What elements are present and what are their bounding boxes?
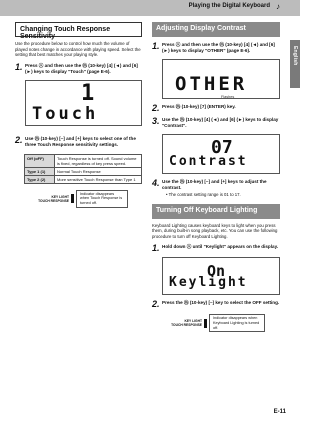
table-row xyxy=(25,167,142,175)
indicator-bar xyxy=(204,319,207,328)
indicator-label-touch: TOUCH RESPONSE xyxy=(171,323,202,328)
indicator-bar xyxy=(71,194,74,203)
lcd-value: On xyxy=(207,262,226,281)
table-row xyxy=(25,175,142,183)
step-number: 1. xyxy=(15,61,23,72)
lcd-caption: Flashes xyxy=(221,95,235,99)
option-desc: Normal Touch Response xyxy=(55,167,142,175)
touch-intro: Use the procedure below to control how much the volume of played notes change in accordance with playing speed. Select the setting that best matches your playing style. xyxy=(15,41,141,58)
contrast-step-4 xyxy=(152,179,280,191)
touch-response-section xyxy=(15,22,142,208)
step-text: Use ⓜ (10-key) [–] and [+] keys to select one of the three Touch Response sensitivity settings. xyxy=(25,135,136,147)
step-text: Use the ⓜ (10-key) [4] (◄) and [6] (►) keys to display "Contrast". xyxy=(162,117,279,128)
step-text: Press ⓜ (10-key) [7] (ENTER) key. xyxy=(162,104,236,109)
page-header xyxy=(0,0,300,16)
lcd-text: Keylight xyxy=(169,275,248,291)
side-tab-label: English xyxy=(292,46,298,66)
step-number: 2. xyxy=(152,299,160,310)
eighth-note-icon: ♪ xyxy=(276,2,280,11)
option-desc: Touch Response is turned off. Sound volume is fixed, regardless of key press speed. xyxy=(55,154,142,167)
lcd-value: 07 xyxy=(211,137,233,158)
lighting-indicator-diagram xyxy=(170,314,280,332)
contrast-step-1 xyxy=(152,42,280,54)
lighting-step-2 xyxy=(152,300,280,308)
option-key: Off (oFF) xyxy=(25,154,55,167)
indicator-labels xyxy=(37,195,69,203)
lighting-intro: Keyboard Lighting causes keyboard keys to light when you press them, during built-in song playback, etc. You can use the following procedure to turn off Keyboard Lighting. xyxy=(152,222,278,239)
lighting-heading: Turning Off Keyboard Lighting xyxy=(152,204,280,219)
lcd-display-contrast xyxy=(162,134,280,174)
lcd-text: Touch xyxy=(32,103,99,124)
step-text: Press ⓢ and then use the ⓜ (10-key) [4] (◄) and [6] (►) keys to display "OTHER" (page E-6). xyxy=(162,42,275,53)
step-number: 4. xyxy=(152,178,160,188)
touch-options-table xyxy=(24,154,142,184)
step-number: 2. xyxy=(15,134,23,145)
step-text: Press ⓢ and then use the ⓜ (10-key) [4] (◄) and [6] (►) keys to display "Touch" (page E-6). xyxy=(25,62,138,74)
indicator-note: Indicator disappears when Keyboard Lighting is turned off. xyxy=(209,314,265,332)
option-desc: More sensitive Touch Response than Type 1 xyxy=(55,175,142,183)
lcd-value: 1 xyxy=(81,80,95,106)
lcd-display-touch xyxy=(25,80,142,126)
indicator-labels xyxy=(170,319,202,327)
table-row xyxy=(25,154,142,167)
contrast-step-2 xyxy=(152,104,280,112)
option-key: Type 2 (2) xyxy=(25,175,55,183)
contrast-range-note: • The contrast setting range is 01 to 17. xyxy=(166,192,241,197)
touch-step-2 xyxy=(15,136,142,148)
right-column xyxy=(152,22,280,332)
step-text: Press the ⓜ (10-key) [–] key to select the OFF setting. xyxy=(162,300,280,306)
lcd-text: Contrast xyxy=(169,154,248,169)
step-number: 2. xyxy=(152,103,160,113)
step-number: 3. xyxy=(152,116,160,126)
touch-indicator-diagram xyxy=(37,190,142,208)
lcd-text: OTHER xyxy=(175,73,248,95)
lcd-display-keylight xyxy=(162,257,280,295)
header-title: Playing the Digital Keyboard xyxy=(188,3,270,9)
lcd-display-other xyxy=(162,59,280,99)
contrast-heading: Adjusting Display Contrast xyxy=(152,22,280,37)
step-number: 1. xyxy=(152,243,160,254)
step-text: Hold down ⓢ until "Keylight" appears on the display. xyxy=(162,244,279,250)
option-key: Type 1 (1) xyxy=(25,167,55,175)
indicator-note: Indicator disappears when Touch Response is turned off. xyxy=(76,190,128,208)
touch-heading: Changing Touch Response Sensitivity xyxy=(15,22,142,37)
step-text: Use the ⓜ (10-key) [–] and [+] keys to adjust the contrast. xyxy=(162,179,267,190)
indicator-label-keylight: KEY LIGHT xyxy=(184,319,202,324)
contrast-step-3 xyxy=(152,117,280,129)
indicator-label-keylight: KEY LIGHT xyxy=(51,194,69,199)
step-number: 1. xyxy=(152,41,160,51)
indicator-label-touch: TOUCH RESPONSE xyxy=(38,198,69,203)
language-side-tab xyxy=(290,40,300,88)
touch-step-1 xyxy=(15,63,142,75)
lighting-step-1 xyxy=(152,244,280,252)
page-number: E-11 xyxy=(273,409,286,415)
